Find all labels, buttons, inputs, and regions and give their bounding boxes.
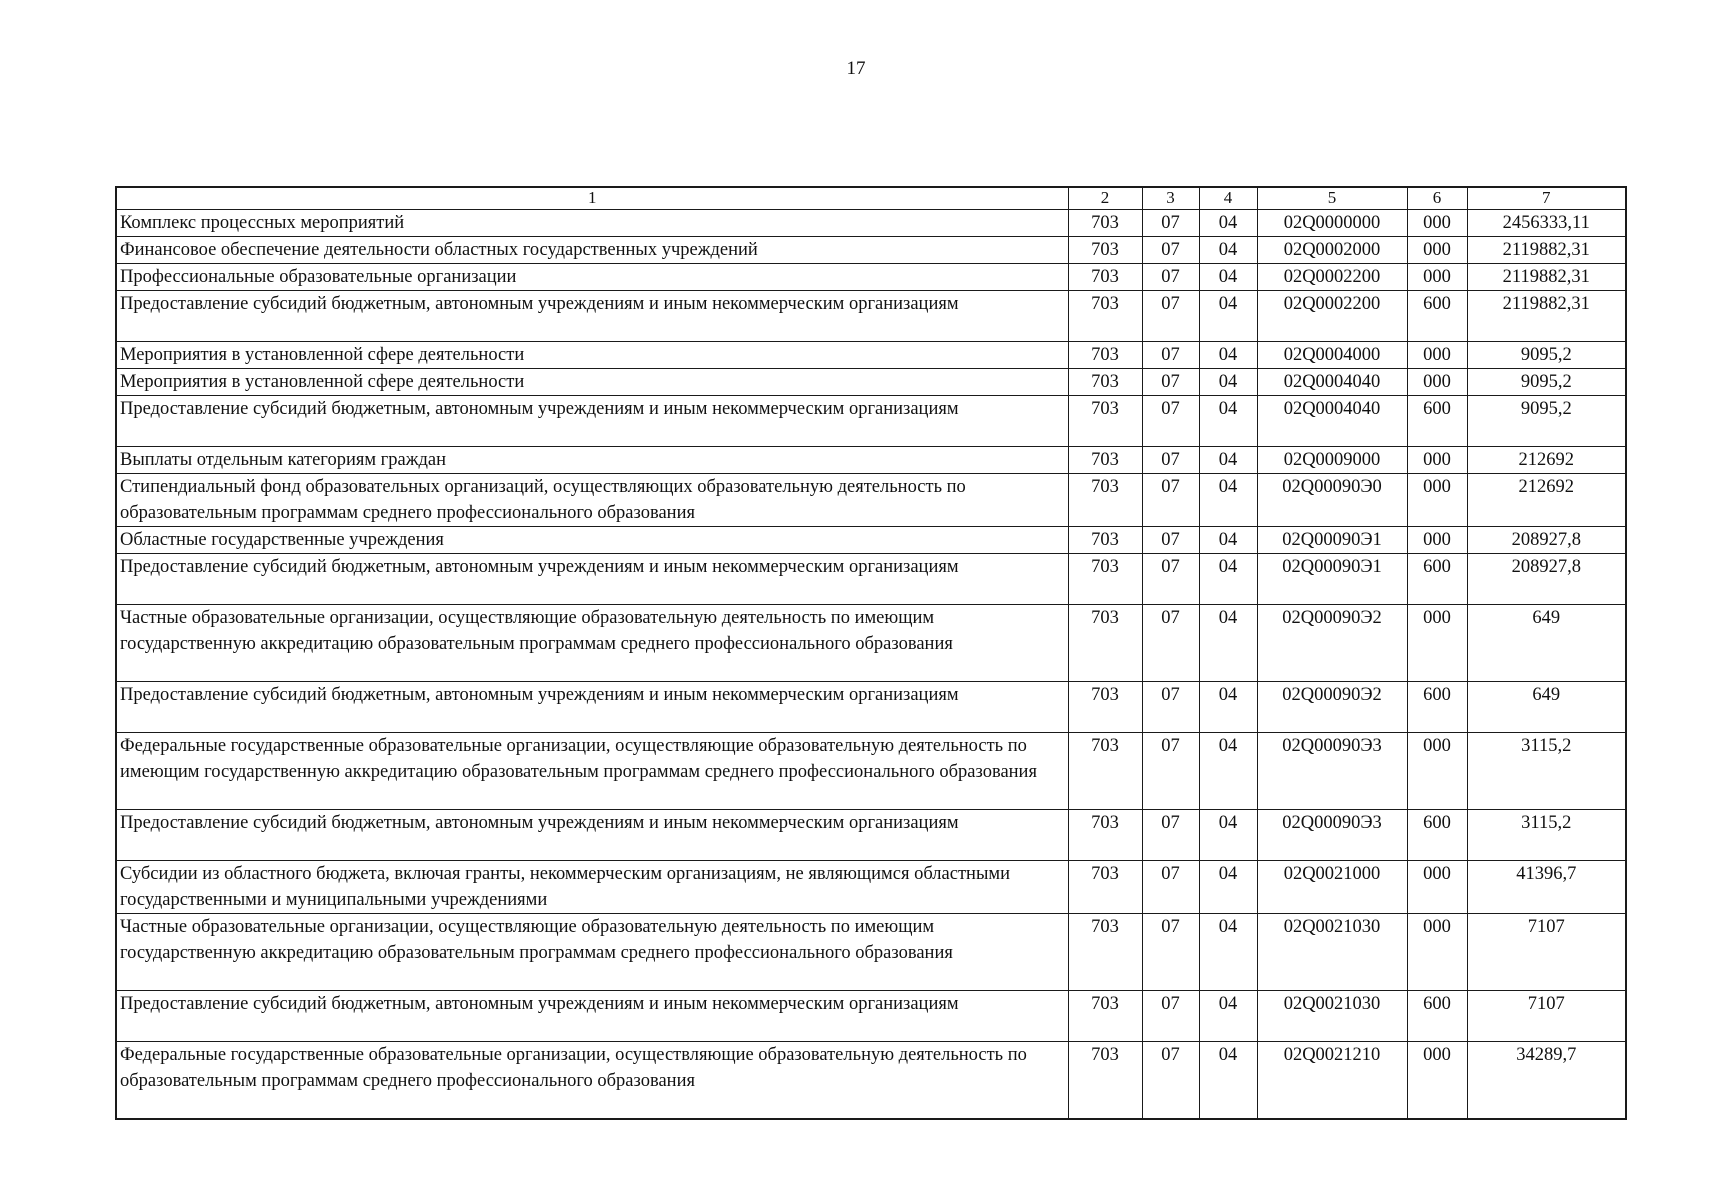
cell-col-4: 04 [1199, 291, 1257, 342]
cell-col-2: 703 [1068, 396, 1142, 447]
cell-col-3: 07 [1142, 291, 1199, 342]
row-name-cell: Предоставление субсидий бюджетным, автономным учреждениям и иным некоммерческим организациям [116, 396, 1068, 447]
cell-col-2: 703 [1068, 369, 1142, 396]
column-header-7: 7 [1467, 187, 1626, 210]
row-name-cell: Частные образовательные организации, осуществляющие образовательную деятельность по имеющим государственную аккредитацию образовательным программам среднего профессионального образования [116, 914, 1068, 991]
row-name-cell: Предоставление субсидий бюджетным, автономным учреждениям и иным некоммерческим организациям [116, 682, 1068, 733]
cell-col-7: 649 [1467, 682, 1626, 733]
cell-col-7: 212692 [1467, 447, 1626, 474]
page-number: 17 [846, 58, 866, 79]
cell-col-5: 02Q0021030 [1257, 914, 1407, 991]
cell-col-5: 02Q00090Э1 [1257, 554, 1407, 605]
header-row [116, 187, 1626, 210]
cell-col-6: 000 [1407, 342, 1467, 369]
cell-col-2: 703 [1068, 474, 1142, 527]
row-name-cell: Предоставление субсидий бюджетным, автономным учреждениям и иным некоммерческим организациям [116, 291, 1068, 342]
cell-col-2: 703 [1068, 527, 1142, 554]
cell-col-4: 04 [1199, 682, 1257, 733]
cell-col-4: 04 [1199, 474, 1257, 527]
cell-col-6: 000 [1407, 1042, 1467, 1119]
cell-col-6: 000 [1407, 861, 1467, 914]
cell-col-7: 649 [1467, 605, 1626, 682]
cell-col-4: 04 [1199, 237, 1257, 264]
cell-col-4: 04 [1199, 991, 1257, 1042]
cell-col-7: 3115,2 [1467, 733, 1626, 810]
cell-col-5: 02Q0002200 [1257, 264, 1407, 291]
table-row [116, 447, 1626, 474]
budget-table [115, 186, 1627, 1120]
cell-col-4: 04 [1199, 554, 1257, 605]
cell-col-4: 04 [1199, 527, 1257, 554]
cell-col-2: 703 [1068, 264, 1142, 291]
cell-col-7: 2119882,31 [1467, 264, 1626, 291]
cell-col-6: 600 [1407, 810, 1467, 861]
column-header-4: 4 [1199, 187, 1257, 210]
cell-col-5: 02Q0002200 [1257, 291, 1407, 342]
cell-col-7: 7107 [1467, 991, 1626, 1042]
cell-col-3: 07 [1142, 605, 1199, 682]
cell-col-7: 208927,8 [1467, 554, 1626, 605]
cell-col-6: 600 [1407, 291, 1467, 342]
cell-col-4: 04 [1199, 914, 1257, 991]
row-name-cell: Мероприятия в установленной сфере деятельности [116, 342, 1068, 369]
cell-col-2: 703 [1068, 733, 1142, 810]
cell-col-7: 34289,7 [1467, 1042, 1626, 1119]
cell-col-6: 600 [1407, 554, 1467, 605]
cell-col-7: 9095,2 [1467, 369, 1626, 396]
cell-col-7: 2456333,11 [1467, 210, 1626, 237]
cell-col-7: 2119882,31 [1467, 291, 1626, 342]
cell-col-2: 703 [1068, 447, 1142, 474]
cell-col-2: 703 [1068, 237, 1142, 264]
cell-col-6: 600 [1407, 396, 1467, 447]
cell-col-5: 02Q00090Э2 [1257, 682, 1407, 733]
cell-col-5: 02Q0002000 [1257, 237, 1407, 264]
table-row [116, 527, 1626, 554]
table-row [116, 291, 1626, 342]
cell-col-3: 07 [1142, 447, 1199, 474]
cell-col-6: 000 [1407, 527, 1467, 554]
cell-col-4: 04 [1199, 605, 1257, 682]
cell-col-3: 07 [1142, 369, 1199, 396]
cell-col-2: 703 [1068, 1042, 1142, 1119]
cell-col-4: 04 [1199, 810, 1257, 861]
cell-col-4: 04 [1199, 342, 1257, 369]
cell-col-5: 02Q00090Э0 [1257, 474, 1407, 527]
cell-col-6: 000 [1407, 210, 1467, 237]
cell-col-2: 703 [1068, 991, 1142, 1042]
cell-col-3: 07 [1142, 682, 1199, 733]
cell-col-4: 04 [1199, 447, 1257, 474]
table-row [116, 396, 1626, 447]
cell-col-5: 02Q0004040 [1257, 369, 1407, 396]
cell-col-6: 000 [1407, 605, 1467, 682]
table-row [116, 991, 1626, 1042]
cell-col-7: 2119882,31 [1467, 237, 1626, 264]
row-name-cell: Стипендиальный фонд образовательных организаций, осуществляющих образовательную деятельность по образовательным программам среднего профессионального образования [116, 474, 1068, 527]
cell-col-3: 07 [1142, 554, 1199, 605]
cell-col-6: 000 [1407, 914, 1467, 991]
cell-col-6: 000 [1407, 733, 1467, 810]
cell-col-5: 02Q00090Э3 [1257, 810, 1407, 861]
row-name-cell: Предоставление субсидий бюджетным, автономным учреждениям и иным некоммерческим организациям [116, 554, 1068, 605]
cell-col-5: 02Q0021030 [1257, 991, 1407, 1042]
cell-col-6: 000 [1407, 474, 1467, 527]
column-header-2: 2 [1068, 187, 1142, 210]
cell-col-5: 02Q00090Э1 [1257, 527, 1407, 554]
cell-col-4: 04 [1199, 396, 1257, 447]
column-header-1: 1 [116, 187, 1068, 210]
table-row [116, 264, 1626, 291]
cell-col-2: 703 [1068, 914, 1142, 991]
cell-col-3: 07 [1142, 396, 1199, 447]
table-row [116, 914, 1626, 991]
row-name-cell: Предоставление субсидий бюджетным, автономным учреждениям и иным некоммерческим организациям [116, 810, 1068, 861]
cell-col-3: 07 [1142, 527, 1199, 554]
cell-col-2: 703 [1068, 682, 1142, 733]
table-row [116, 605, 1626, 682]
table-row [116, 1042, 1626, 1119]
cell-col-3: 07 [1142, 914, 1199, 991]
cell-col-3: 07 [1142, 342, 1199, 369]
row-name-cell: Областные государственные учреждения [116, 527, 1068, 554]
row-name-cell: Комплекс процессных мероприятий [116, 210, 1068, 237]
cell-col-2: 703 [1068, 810, 1142, 861]
table-row [116, 682, 1626, 733]
cell-col-6: 600 [1407, 991, 1467, 1042]
row-name-cell: Федеральные государственные образовательные организации, осуществляющие образовательную деятельность по имеющим государственную аккредитацию образовательным программам среднего профессионального образования [116, 733, 1068, 810]
cell-col-7: 7107 [1467, 914, 1626, 991]
cell-col-7: 9095,2 [1467, 396, 1626, 447]
row-name-cell: Федеральные государственные образовательные организации, осуществляющие образовательную деятельность по образовательным программам среднего профессионального образования [116, 1042, 1068, 1119]
row-name-cell: Профессиональные образовательные организации [116, 264, 1068, 291]
table-row [116, 861, 1626, 914]
cell-col-5: 02Q00090Э3 [1257, 733, 1407, 810]
cell-col-6: 000 [1407, 237, 1467, 264]
cell-col-7: 212692 [1467, 474, 1626, 527]
cell-col-4: 04 [1199, 210, 1257, 237]
cell-col-4: 04 [1199, 861, 1257, 914]
row-name-cell: Выплаты отдельным категориям граждан [116, 447, 1068, 474]
cell-col-2: 703 [1068, 605, 1142, 682]
cell-col-5: 02Q0009000 [1257, 447, 1407, 474]
cell-col-5: 02Q0021000 [1257, 861, 1407, 914]
cell-col-7: 3115,2 [1467, 810, 1626, 861]
cell-col-5: 02Q00090Э2 [1257, 605, 1407, 682]
cell-col-3: 07 [1142, 474, 1199, 527]
cell-col-2: 703 [1068, 342, 1142, 369]
cell-col-2: 703 [1068, 210, 1142, 237]
column-header-3: 3 [1142, 187, 1199, 210]
cell-col-6: 000 [1407, 369, 1467, 396]
cell-col-5: 02Q0004000 [1257, 342, 1407, 369]
cell-col-7: 41396,7 [1467, 861, 1626, 914]
cell-col-6: 000 [1407, 447, 1467, 474]
cell-col-2: 703 [1068, 554, 1142, 605]
cell-col-3: 07 [1142, 733, 1199, 810]
cell-col-6: 000 [1407, 264, 1467, 291]
cell-col-4: 04 [1199, 1042, 1257, 1119]
cell-col-6: 600 [1407, 682, 1467, 733]
table-body [116, 210, 1626, 1119]
cell-col-3: 07 [1142, 264, 1199, 291]
row-name-cell: Субсидии из областного бюджета, включая гранты, некоммерческим организациям, не являющимся областными государственными и муниципальными учреждениями [116, 861, 1068, 914]
cell-col-2: 703 [1068, 861, 1142, 914]
table-row [116, 474, 1626, 527]
cell-col-5: 02Q0021210 [1257, 1042, 1407, 1119]
table-row [116, 369, 1626, 396]
cell-col-5: 02Q0004040 [1257, 396, 1407, 447]
cell-col-4: 04 [1199, 264, 1257, 291]
column-header-6: 6 [1407, 187, 1467, 210]
table-row [116, 810, 1626, 861]
table-row [116, 237, 1626, 264]
cell-col-7: 208927,8 [1467, 527, 1626, 554]
cell-col-2: 703 [1068, 291, 1142, 342]
cell-col-4: 04 [1199, 733, 1257, 810]
table-row [116, 733, 1626, 810]
row-name-cell: Финансовое обеспечение деятельности областных государственных учреждений [116, 237, 1068, 264]
row-name-cell: Предоставление субсидий бюджетным, автономным учреждениям и иным некоммерческим организациям [116, 991, 1068, 1042]
table-row [116, 210, 1626, 237]
cell-col-3: 07 [1142, 991, 1199, 1042]
row-name-cell: Мероприятия в установленной сфере деятельности [116, 369, 1068, 396]
cell-col-4: 04 [1199, 369, 1257, 396]
cell-col-5: 02Q0000000 [1257, 210, 1407, 237]
cell-col-3: 07 [1142, 810, 1199, 861]
cell-col-3: 07 [1142, 861, 1199, 914]
cell-col-3: 07 [1142, 237, 1199, 264]
column-header-5: 5 [1257, 187, 1407, 210]
cell-col-3: 07 [1142, 1042, 1199, 1119]
table-row [116, 342, 1626, 369]
cell-col-3: 07 [1142, 210, 1199, 237]
table-row [116, 554, 1626, 605]
cell-col-7: 9095,2 [1467, 342, 1626, 369]
row-name-cell: Частные образовательные организации, осуществляющие образовательную деятельность по имеющим государственную аккредитацию образовательным программам среднего профессионального образования [116, 605, 1068, 682]
